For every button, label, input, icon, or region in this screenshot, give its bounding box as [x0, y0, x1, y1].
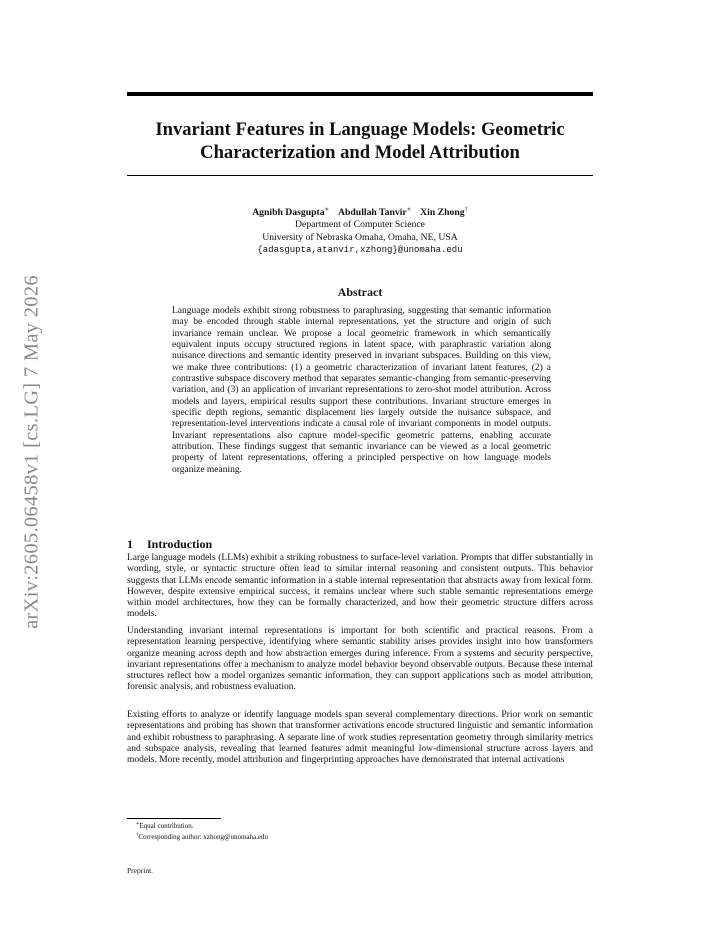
paper-title	[127, 118, 593, 164]
author-name: Abdullah Tanvir	[338, 207, 407, 218]
affiliation-department: Department of Computer Science	[295, 219, 425, 231]
footnote-mark: †	[136, 833, 139, 838]
author-emails: {adasgupta,atanvir,xzhong}@unomaha.edu	[257, 245, 463, 256]
footnote-mark: ∗	[136, 822, 140, 827]
author-mark: ∗	[324, 206, 330, 213]
intro-paragraph-2: Understanding invariant internal representations is important for both scientific and practical reasons. From a representation learning perspective, identifying where semantic stability arises provides insight into how transformers organize meaning across depth and how abstraction emerges during inference. From a systems and security perspective, invariant representations offer a mechanism to analyze model behavior beyond observable outputs. Because these internal structures reflect how a model organizes semantic information, they can support applications such as model attribution, forensic analysis, and robustness evaluation.	[127, 626, 593, 693]
footnote	[136, 832, 268, 843]
author-mark: ∗	[406, 206, 412, 213]
footnote-rule	[127, 818, 221, 819]
author-block	[127, 207, 593, 257]
abstract-heading: Abstract	[337, 285, 383, 299]
author-name: Agnibh Dasgupta	[252, 207, 325, 218]
intro-paragraph-3: Existing efforts to analyze or identify language models span several complementary directions. Prior work on semantic representations and probing has shown that transformer activations encode structured linguistic and semantic information and exhibit robustness to paraphrasing. A separate line of work studies representation geometry through similarity metrics and subspace analysis, revealing that learned features admit meaningful low-dimensional structure across layers and models. More recently, model attribution and fingerprinting approaches have demonstrated that internal activations	[127, 710, 593, 766]
footnote	[136, 821, 268, 832]
footnote-text: Equal contribution.	[139, 822, 194, 830]
section-heading	[127, 537, 212, 552]
affiliation-university: University of Nebraska Omaha, Omaha, NE, USA	[262, 231, 458, 243]
author-mark: †	[464, 206, 468, 213]
author-names	[127, 207, 593, 219]
arxiv-stamp	[14, 262, 50, 642]
arxiv-stamp-text: arXiv:2605.06458v1 [cs.LG] 7 May 2026	[20, 275, 43, 629]
title-line-1: Invariant Features in Language Models: Geometric	[155, 119, 565, 140]
intro-paragraph-1: Large language models (LLMs) exhibit a striking robustness to surface-level variation. Prompts that differ substantially in wording, style, or syntactic structure often lead to similar internal reasoning and consistent outputs. This behavior suggests that LLMs encode semantic information in a stable internal representation that abstracts away from lexical form. However, despite extensive empirical success, it remains unclear where such stable semantic representations emerge within model architectures, how they can be formally characterized, and how their geometric structure differs across models.	[127, 553, 593, 620]
title-rule-bottom	[127, 175, 593, 176]
title-line-2: Characterization and Model Attribution	[200, 142, 520, 163]
section-number: 1	[127, 537, 133, 551]
author-name: Xin Zhong	[420, 207, 465, 218]
footnote-text: Corresponding author: xzhong@unomaha.edu	[138, 833, 269, 841]
footnotes	[136, 821, 268, 843]
section-title: Introduction	[147, 537, 213, 551]
preprint-label: Preprint.	[127, 866, 154, 875]
title-rule-top	[127, 92, 593, 96]
abstract-text: Language models exhibit strong robustness to paraphrasing, suggesting that semantic information may be encoded through stable internal representations, yet the structure and origin of such invariance remain unclear. We propose a local geometric framework in which semantically equivalent inputs occupy structured regions in latent space, with paraphrastic variation along nuisance directions and semantic identity preserved in invariant subspaces. Building on this view, we make three contributions: (1) a geometric characterization of invariant latent features, (2) a contrastive subspace discovery method that separates semantic-changing from semantic-preserving variation, and (3) an application of invariant representations to zero-shot model attribution. Across models and layers, empirical results support these contributions. Invariant structure emerges in specific depth regions, semantic displacement lies largely outside the nuisance subspace, and representation-level interventions indicate a causal role of invariant components in model outputs. Invariant representations also capture model-specific geometric patterns, enabling accurate attribution. These findings suggest that semantic invariance can be viewed as a local geometric property of latent representations, offering a principled perspective on how language models organize meaning.	[172, 306, 551, 475]
